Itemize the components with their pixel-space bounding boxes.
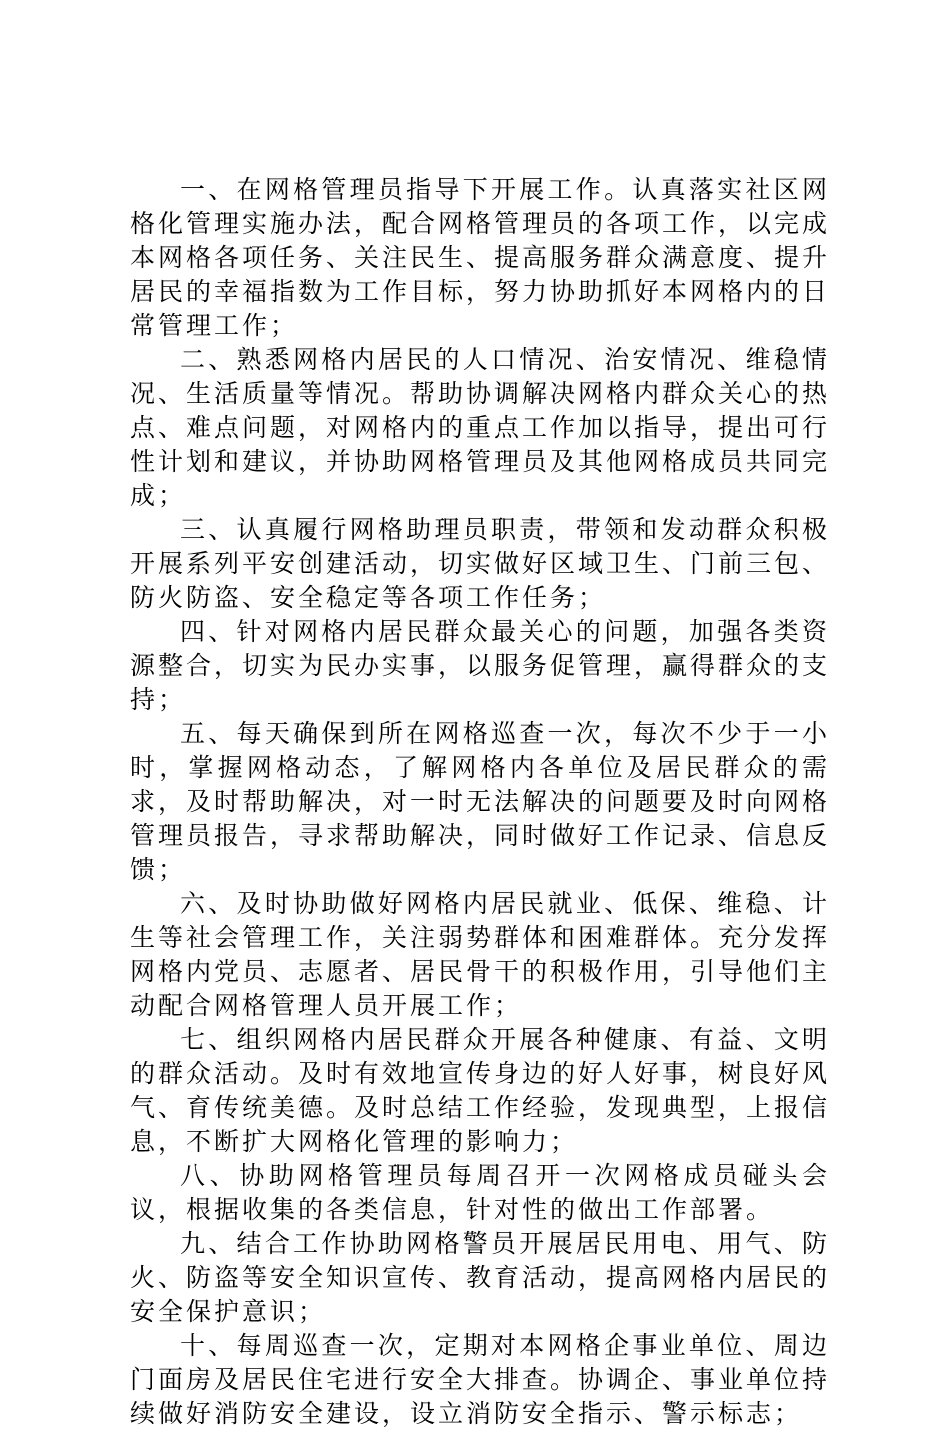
paragraph-2: 二、熟悉网格内居民的人口情况、治安情况、维稳情况、生活质量等情况。帮助协调解决网格内群众关心的热点、难点问题，对网格内的重点工作加以指导，提出可行性计划和建议，并协助网格管理员及其他网格成员共同完成；	[130, 345, 831, 510]
paragraph-9: 九、结合工作协助网格警员开展居民用电、用气、防火、防盗等安全知识宣传、教育活动，提高网格内居民的安全保护意识；	[130, 1229, 831, 1326]
paragraph-8: 八、协助网格管理员每周召开一次网格成员碰头会议，根据收集的各类信息，针对性的做出工作部署。	[130, 1161, 830, 1224]
paragraph-1: 一、在网格管理员指导下开展工作。认真落实社区网格化管理实施办法，配合网格管理员的各项工作，以完成本网格各项任务、关注民生、提高服务群众满意度、提升居民的幸福指数为工作目标，努力协助抓好本网格内的日常管理工作；	[130, 175, 831, 340]
document-body	[130, 173, 830, 1431]
paragraph-3: 三、认真履行网格助理员职责，带领和发动群众积极开展系列平安创建活动，切实做好区域卫生、门前三包、防火防盗、安全稳定等各项工作任务；	[130, 515, 831, 612]
paragraph-10: 十、每周巡查一次，定期对本网格企事业单位、周边门面房及居民住宅进行安全大排查。协调企、事业单位持续做好消防安全建设，设立消防安全指示、警示标志；	[130, 1331, 831, 1428]
paragraph-5: 五、每天确保到所在网格巡查一次，每次不少于一小时，掌握网格动态，了解网格内各单位及居民群众的需求，及时帮助解决，对一时无法解决的问题要及时向网格管理员报告，寻求帮助解决，同时做好工作记录、信息反馈；	[130, 719, 831, 884]
paragraph-6: 六、及时协助做好网格内居民就业、低保、维稳、计生等社会管理工作，关注弱势群体和困难群体。充分发挥网格内党员、志愿者、居民骨干的积极作用，引导他们主动配合网格管理人员开展工作；	[130, 889, 831, 1020]
paragraph-4: 四、针对网格内居民群众最关心的问题，加强各类资源整合，切实为民办实事，以服务促管理，赢得群众的支持；	[130, 617, 831, 714]
paragraph-7: 七、组织网格内居民群众开展各种健康、有益、文明的群众活动。及时有效地宣传身边的好人好事，树良好风气、育传统美德。及时总结工作经验，发现典型，上报信息，不断扩大网格化管理的影响力；	[130, 1025, 831, 1156]
